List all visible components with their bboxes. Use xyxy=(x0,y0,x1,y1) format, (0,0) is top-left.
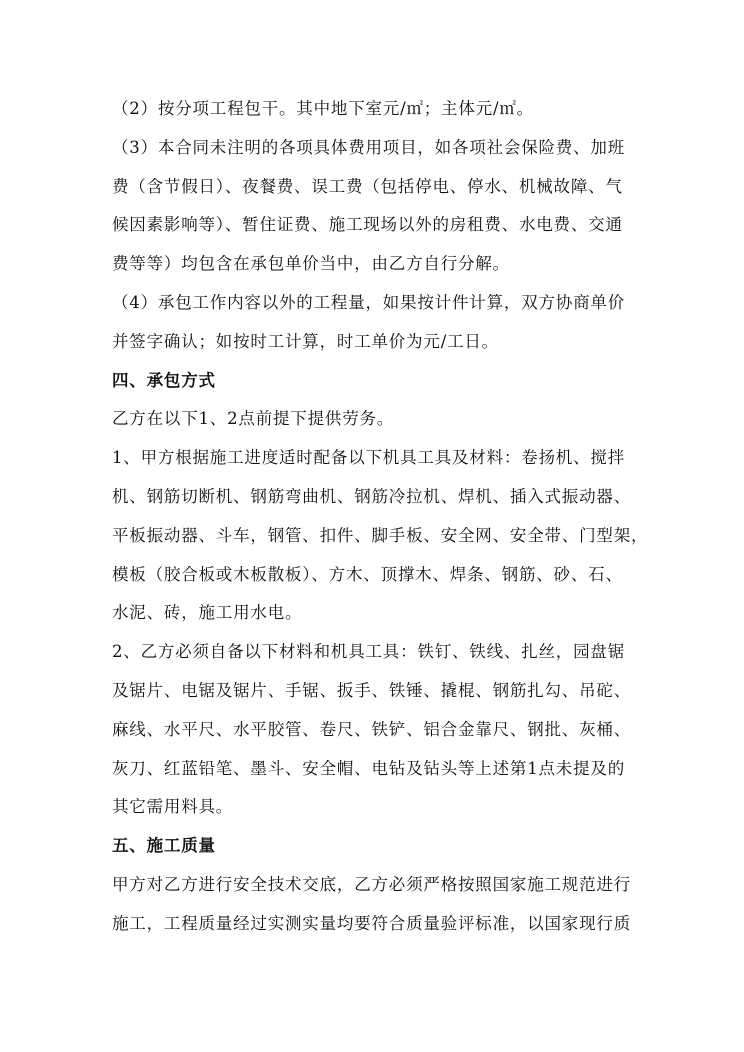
clause-4-line-1: （4）承包工作内容以外的工程量，如果按计件计算，双方协商单价 xyxy=(112,292,625,312)
section-5-line-2: 施工，工程质量经过实测实量均要符合质量验评标准，以国家现行质 xyxy=(112,913,631,933)
section-4-heading: 四、承包方式 xyxy=(112,370,216,390)
section-5-line-1: 甲方对乙方进行安全技术交底，乙方必须严格按照国家施工规范进行 xyxy=(112,874,631,894)
document-body xyxy=(112,90,649,944)
item-1-line-3: 平板振动器、斗车，钢管、扣件、脚手板、安全网、安全带、门型架， xyxy=(112,525,649,545)
clause-3-line-3: 候因素影响等）、暂住证费、施工现场以外的房租费、水电费、交通 xyxy=(112,215,623,235)
item-1-line-1: 1、甲方根据施工进度适时配备以下机具工具及材料：卷扬机、搅拌 xyxy=(112,448,625,468)
section-4-intro: 乙方在以下1、2点前提下提供劳务。 xyxy=(112,409,395,429)
item-2-line-1: 2、乙方必须自备以下材料和机具工具：铁钉、铁线、扎丝，园盘锯 xyxy=(112,642,625,662)
clause-3-line-2: 费（含节假日）、夜餐费、误工费（包括停电、停水、机械故障、气 xyxy=(112,176,623,196)
item-2-line-5: 其它需用料具。 xyxy=(112,797,234,817)
item-1-line-2: 机、钢筋切断机、钢筋弯曲机、钢筋冷拉机、焊机、插入式振动器、 xyxy=(112,486,631,506)
item-2-line-4: 灰刀、红蓝铅笔、墨斗、安全帽、电钻及钻头等上述第1点未提及的 xyxy=(112,758,625,778)
clause-2-line: （2）按分项工程包干。其中地下室元/㎡；主体元/㎡。 xyxy=(112,99,534,118)
item-2-line-2: 及锯片、电锯及锯片、手锯、扳手、铁锤、撬棍、钢筋扎勾、吊砣、 xyxy=(112,680,631,700)
item-1-line-5: 水泥、砖，施工用水电。 xyxy=(112,603,303,623)
clause-3-line-4: 费等等）均包含在承包单价当中，由乙方自行分解。 xyxy=(112,254,510,274)
item-2-line-3: 麻线、水平尺、水平胶管、卷尺、铁铲、铝合金靠尺、钢批、灰桶、 xyxy=(112,719,631,739)
clause-3-line-1: （3）本合同未注明的各项具体费用项目，如各项社会保险费、加班 xyxy=(112,137,625,157)
item-1-line-4: 模板（胶合板或木板散板）、方木、顶撑木、焊条、钢筋、砂、石、 xyxy=(112,564,623,584)
clause-4-line-2: 并签字确认；如按时工计算，时工单价为元/工日。 xyxy=(112,331,499,351)
section-5-heading: 五、施工质量 xyxy=(112,836,216,856)
